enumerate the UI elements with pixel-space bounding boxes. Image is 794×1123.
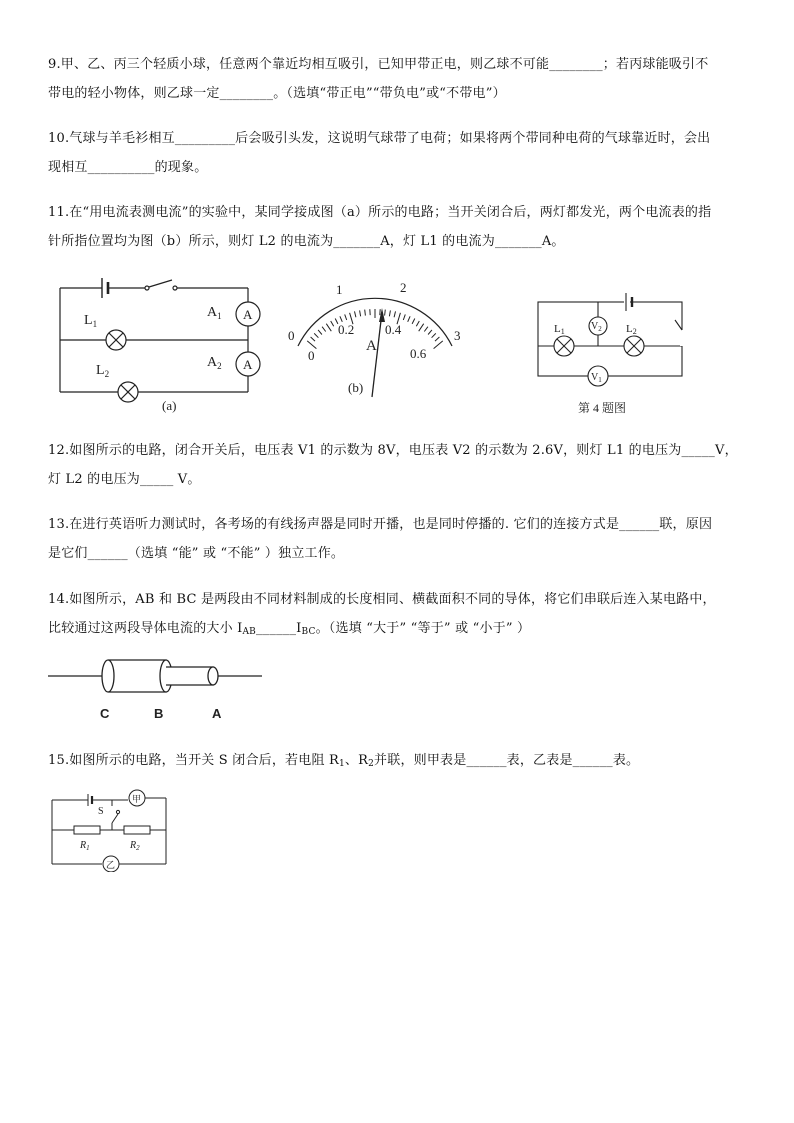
question-10-line-2: 现相互__________的现象。 [48,160,208,175]
fig-c-l2-label: L2 [626,323,637,336]
dial-tick [355,311,356,317]
question-12 [48,436,750,494]
dial-tick [318,330,322,335]
question-12-line-2: 灯 L2 的电压为_____ V。 [48,472,201,487]
question-11-line-2: 针所指位置均为图（b）所示，则灯 L2 的电流为_______A，灯 L1 的电流为_______A。 [48,234,565,249]
dial-tick [403,314,405,320]
dial-tick [322,327,326,332]
question-13-line-2: 是它们______（选填 “能” 或 “不能” ）独立工作。 [48,546,345,561]
dial-tick [408,316,410,322]
figure-c-circuit [532,290,694,414]
fig-c-v2-label: $V_2$ [591,321,602,333]
fig-a-ammeter-2-symbol: A [243,357,253,372]
question-9 [48,50,750,108]
fig-c-l1-label: L1 [554,323,565,336]
dial-tick [394,311,395,317]
dial-label-0-6: 0.6 [410,346,427,361]
question-13-line-1: 13.在进行英语听力测试时，各考场的有线扬声器是同时开播，也是同时停播的. 它们的连接方式是______联，原因 [48,517,713,532]
question-12-line-1: 12.如图所示的电路，闭合开关后，电压表 V1 的示数为 8V，电压表 V2 的示数为 2.6V，则灯 L1 的电压为_____V， [48,443,738,458]
conductor-label-c: C [100,706,110,721]
fig-a-ammeter-1-symbol: A [243,307,253,322]
fig-a-a1-label: $A_1$ [207,305,222,321]
figure-a-circuit [50,270,270,416]
fig-c-v1-label: $V_1$ [591,372,602,384]
dial-label-2: 2 [400,280,407,295]
resistor-label-r1: $R_1$ [80,840,90,852]
question-14-line-2: 比较通过这两段导体电流的大小 $I_{AB}\_\_\_\_\_\_I_{BC}$。（选填 “大于” “等于” 或 “小于” ） [48,621,531,637]
dial-tick [365,310,366,316]
fig-a-l2-label: $L_2$ [96,363,110,379]
question-9-line-1: 9.甲、乙、丙三个轻质小球，任意两个靠近均相互吸引，已知甲带正电，则乙球不可能________；若丙球能吸引不 [48,57,709,72]
figure-b-ammeter-dial [282,272,468,402]
fig-a-caption: (a) [162,398,177,413]
fig-a-l1-label: $L_1$ [84,313,98,329]
dial-tick [416,321,419,326]
question-9-line-2: 带电的轻小物体，则乙球一定________。（选填“带正电”“带负电”或“不带电”） [48,86,506,101]
dial-tick [424,327,428,332]
question-11-line-1: 11.在“用电流表测电流”的实验中，某同学接成图（a）所示的电路；当开关闭合后，两灯都发光，两个电流表的指 [48,205,712,220]
dial-tick [326,324,331,332]
dial-tick [331,321,334,326]
dial-tick [345,314,347,320]
conductor-label-b: B [154,706,164,721]
dial-unit-label: A [366,338,377,354]
figure-conductor [48,652,268,724]
dial-tick [432,333,436,337]
dial-tick [434,341,443,349]
question-14-line-1: 14.如图所示，AB 和 BC 是两段由不同材料制成的长度相同、横截面积不同的导体，将它们串联后连入某电路中， [48,592,716,607]
dial-tick [311,337,315,341]
fig-c-caption: 第 4 题图 [578,401,627,414]
dial-label-0-2: 0.2 [338,322,355,337]
figure-meter-circuit [48,786,172,872]
dial-label-outer-3: 3 [454,328,461,343]
conductor-label-a: A [212,706,222,721]
dial-label-1: 1 [336,282,343,297]
question-15 [48,746,750,779]
question-15-line-1: 15.如图所示的电路，当开关 S 闭合后，若电阻 $R_1$、$R_2$并联，则甲表是______表，乙表是______表。 [48,753,640,769]
question-10 [48,124,750,182]
dial-label-0-4: 0.4 [385,322,402,337]
dial-tick [389,310,390,316]
dial-tick [435,337,439,341]
switch-label-s: S [98,806,104,817]
meter-jia-label: 甲 [132,794,142,804]
meter-yi-label: 乙 [106,860,116,870]
resistor-label-r2: $R_2$ [130,840,140,852]
question-14 [48,585,750,647]
dial-tick [419,324,424,332]
question-13 [48,510,750,568]
fig-a-a2-label: $A_2$ [207,355,222,371]
dial-tick [360,310,361,316]
fig-b-caption: (b) [348,380,364,395]
dial-tick [340,316,342,322]
dial-tick [314,333,318,337]
dial-tick [412,319,415,324]
dial-label-outer-0: 0 [288,328,295,343]
dial-tick [428,330,432,335]
dial-tick [385,310,386,316]
question-11 [48,198,750,256]
dial-label-inner-0: 0 [308,348,315,363]
question-10-line-1: 10.气球与羊毛衫相互_________后会吸引头发，这说明气球带了电荷；如果将两个带同种电荷的气球靠近时，会出 [48,131,711,146]
